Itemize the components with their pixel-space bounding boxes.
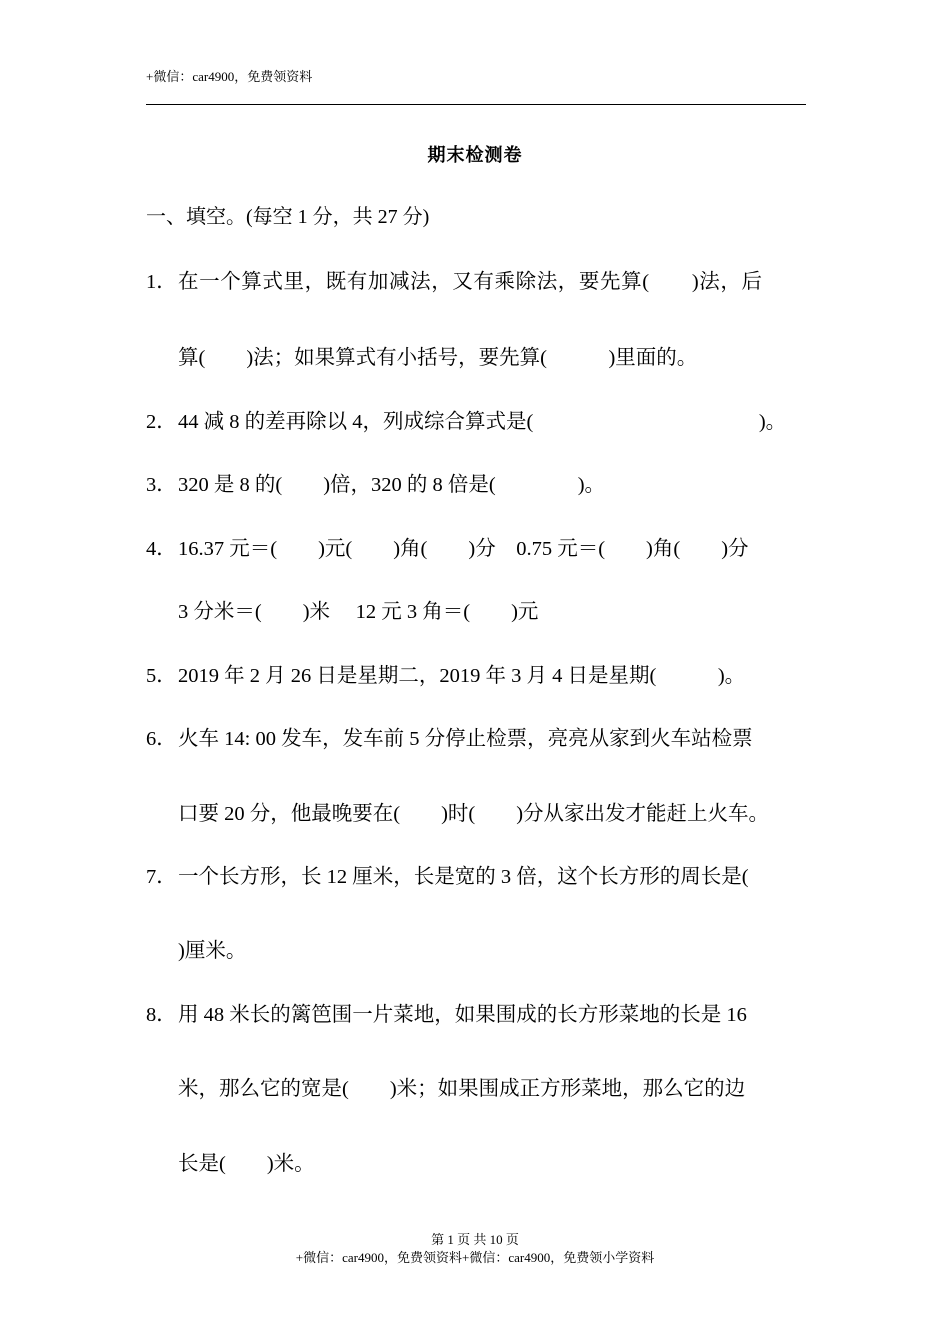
- question-text: 算( )法；如果算式有小括号，要先算( )里面的。: [178, 347, 698, 369]
- header-divider: [146, 104, 806, 105]
- question-number: 7．: [146, 866, 177, 888]
- header-text: +微信：car4900，免费领资料: [146, 69, 313, 84]
- question-text: 16.37 元＝( )元( )角( )分 0.75 元＝( )角( )分: [178, 538, 749, 560]
- page-number: 第 1 页 共 10 页: [431, 1232, 519, 1247]
- question-number: 1．: [146, 271, 177, 293]
- question-number: 3．: [146, 474, 177, 496]
- question-number: 6．: [146, 728, 177, 750]
- page-title: 期末检测卷: [427, 145, 523, 165]
- question-text: 长是( )米。: [178, 1153, 315, 1175]
- question-text: 44 减 8 的差再除以 4，列成综合算式是( )。: [178, 411, 787, 433]
- question-number: 5．: [146, 665, 177, 687]
- question-text: 3 分米＝( )米 12 元 3 角＝( )元: [178, 601, 539, 623]
- question-text: 用 48 米长的篱笆围一片菜地，如果围成的长方形菜地的长是 16: [178, 1004, 747, 1026]
- question-text: 一个长方形，长 12 厘米，长是宽的 3 倍，这个长方形的周长是(: [178, 866, 749, 888]
- question-text: )厘米。: [178, 940, 247, 962]
- footer-text: +微信：car4900，免费领资料+微信：car4900，免费领小学资料: [295, 1250, 655, 1265]
- question-text: 2019 年 2 月 26 日是星期二，2019 年 3 月 4 日是星期( )。: [178, 665, 746, 687]
- question-text: 火车 14: 00 发车，发车前 5 分停止检票，亮亮从家到火车站检票: [178, 728, 753, 750]
- question-text: 口要 20 分，他最晚要在( )时( )分从家出发才能赶上火车。: [178, 803, 770, 825]
- question-text: 320 是 8 的( )倍，320 的 8 倍是( )。: [178, 474, 606, 496]
- section-heading: 一、填空。(每空 1 分，共 27 分): [146, 206, 430, 228]
- question-text: 米，那么它的宽是( )米；如果围成正方形菜地，那么它的边: [178, 1078, 746, 1100]
- question-number: 8．: [146, 1004, 177, 1026]
- question-number: 4．: [146, 538, 177, 560]
- question-text: 在一个算式里，既有加减法，又有乘除法，要先算( )法，后: [178, 271, 763, 293]
- question-number: 2．: [146, 411, 177, 433]
